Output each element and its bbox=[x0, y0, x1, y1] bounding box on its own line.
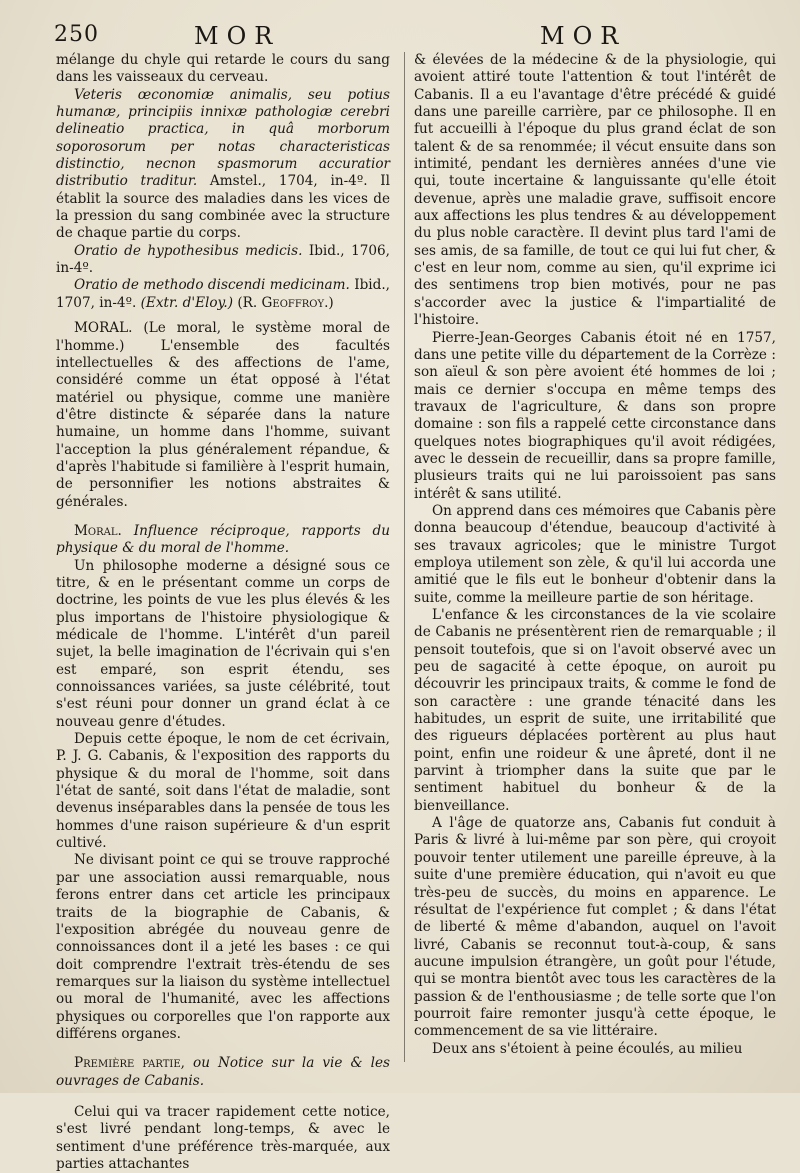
paragraph: On apprend dans ces mémoires que Cabanis père donna beaucoup d'étendue, beaucoup d'activité à ses travaux agricoles; que le ministre Turgot employa utilement son zèle, & qu'il lui accorda une amitié que le fils eut le bonheur d'obtenir dans la suite, comme la meilleure partie de son héritage. bbox=[414, 502, 776, 606]
citation bbox=[56, 243, 390, 278]
citation-rest: Ibid., 1706, in-4º. bbox=[56, 242, 390, 277]
citation-rest: Ibid., 1707, in-4º. bbox=[56, 277, 390, 311]
subentry-headword: Moral. bbox=[74, 522, 122, 539]
paragraph: & élevées de la médecine & de la physiologie, qui avoient attiré toute l'attention & tout l'intérêt de Cabanis. Il a eu l'avantage d'être précédé & guidé dans une pareille carrière, par ce philosophe. Il en fut accueilli à l'époque du plus grand éclat de son talent & de sa renommée; il vécut ensuite dans son intimité, pendant les dernières années d'une vie qui, toute incertaine & languissante qu'elle étoit devenue, après une maladie grave, suffisoit encore aux affections les plus tendres & au développement du plus noble caractère. Il devint plus tard l'ami de ses amis, de sa famille, de tout ce qui lui fut cher, & c'est en leur nom, comme au sien, qu'il exprime ici des sentimens trop bien motivés, pour ne pas s'accorder avec la justice & l'impartialité de l'histoire. bbox=[414, 52, 776, 329]
citation bbox=[56, 277, 390, 312]
part-heading bbox=[56, 1055, 390, 1090]
entry-text: (Le moral, le système moral de l'homme.) L'ensemble des facultés intellectuelles & des affections de l'ame, considéré comme un état opposé à l'état matériel ou physique, comme une manière d'être distincte & séparée dans la nature humaine, un homme dans l'homme, suivant l'acception la plus généralement répandue, & d'après l'habitude si familière à l'esprit humain, de personnifier les notions abstraites & générales. bbox=[56, 320, 390, 510]
paragraph: Ne divisant point ce qui se trouve rapproché par une association aussi remarquable, nous ferons entrer dans cet article les principaux traits de la biographie de Cabanis, & l'exposition abrégée du nouveau genre de connoissances dont il a jeté les bases : ce qui doit comprendre l'extrait très-étendu de ses remarques sur la liaison du système intellectuel ou moral de l'humanité, avec les affections physiques ou corporelles que l'on rapporte aux différens organes. bbox=[56, 852, 390, 1042]
paragraph: Depuis cette époque, le nom de cet écrivain, P. J. G. Cabanis, & l'exposition des rapports du physique & du moral de l'homme, soit dans l'état de santé, soit dans l'état de maladie, sont devenus inséparables dans la pensée de tous les hommes d'une raison supérieure & d'un esprit cultivé. bbox=[56, 731, 390, 852]
column-divider bbox=[404, 52, 405, 1062]
page-number: 250 bbox=[54, 22, 99, 47]
paragraph: Pierre-Jean-Georges Cabanis étoit né en 1757, dans une petite ville du département de la Corrèze : son aïeul & son père avoient été hommes de loi ; mais ce dernier s'occupa en même temps des travaux de l'agriculture, & dans son propre domaine : son fils a rappelé cette circonstance dans quelques notes biographiques qu'il avoit rédigées, avec le dessein de recueillir, dans sa propre famille, plusieurs traits qui ne lui paroissoient pas sans intérêt & sans utilité. bbox=[414, 329, 776, 502]
right-column bbox=[414, 52, 776, 1058]
paragraph: Deux ans s'étoient à peine écoulés, au milieu bbox=[432, 1040, 743, 1057]
paragraph: mélange du chyle qui retarde le cours du sang dans les vaisseaux du cerveau. bbox=[56, 52, 390, 86]
citation-title: Oratio de methodo discendi medicinam. bbox=[74, 277, 350, 294]
subentry-heading bbox=[56, 523, 390, 558]
paragraph: L'enfance & les circonstances de la vie scolaire de Cabanis ne présentèrent rien de remarquable ; il pensoit toutefois, que si on l'avoit observé avec un peu de sagacité à cette époque, on auroit pu découvrir les principaux traits, & comme le fond de son caractère : une grande ténacité dans les habitudes, un esprit de suite, une irritabilité que des rigueurs déplacées portèrent au plus haut point, enfin une roideur & une âpreté, dont il ne parvint à triompher dans la suite que par le sentiment habituel du bonheur & de la bienveillance. bbox=[414, 607, 776, 814]
running-head-right: MOR bbox=[540, 22, 627, 50]
paragraph: A l'âge de quatorze ans, Cabanis fut conduit à Paris & livré à lui-même par son père, qui croyoit pouvoir tenter utilement une pareille épreuve, à la suite d'une première éducation, qui n'avoit eu que très-peu de succès, du moins en apparence. Le résultat de l'expérience fut complet ; & dans l'état de liberté & même d'abandon, auquel on l'avoit livré, Cabanis se reconnut tout-à-coup, & sans aucune impulsion étrangère, un goût pour l'étude, qui se montra bientôt avec tous les caractères de la passion & de l'enthousiasme ; de telle sorte que l'on pourroit faire remonter jusqu'à cette époque, le commencement de sa vie littéraire. bbox=[414, 815, 776, 1040]
entry-moral bbox=[56, 320, 390, 511]
part-label: Première partie, bbox=[74, 1055, 185, 1072]
citation-title: Oratio de hypothesibus medicis. bbox=[74, 242, 303, 259]
citation-source: (Extr. d'Eloy.) bbox=[140, 294, 234, 311]
paragraph: Un philosophe moderne a désigné sous ce titre, & en le présentant comme un corps de doctrine, les points de vue les plus élevés & les plus importans de l'histoire physiologique & médicale de l'homme. L'intérêt d'un pareil sujet, la belle imagination de l'écrivain qui s'en est emparé, son esprit étendu, ses connoissances variées, sa juste célébrité, tout s'est réuni pour donner un grand éclat à ce nouveau genre d'études. bbox=[56, 557, 390, 730]
citation-author: (R. Geoffroy.) bbox=[237, 294, 334, 311]
running-head-left: MOR bbox=[194, 22, 281, 50]
part-title: ou Notice sur la vie & les ouvrages de Cabanis. bbox=[56, 1055, 390, 1089]
paragraph: Celui qui va tracer rapidement cette notice, s'est livré pendant long-temps, & avec le sentiment d'une préférence très-marquée, aux parties attachantes bbox=[56, 1103, 390, 1172]
entry-headword: MORAL. bbox=[74, 320, 133, 337]
left-column bbox=[56, 52, 390, 1173]
latin-title-rest: Amstel., 1704, in-4º. Il établit la source des maladies dans les vices de la pression du sang combinée avec la structure de chaque partie du corps. bbox=[56, 173, 390, 242]
latin-title-paragraph bbox=[56, 87, 390, 243]
latin-title: Veteris œconomiæ animalis, seu potius humanæ, principiis innixæ pathologiæ cerebri delineatio practica, in quâ morborum soporosorum per notas characteristicas distinctio, necnon spasmorum accuratior distributio traditur. bbox=[56, 86, 390, 190]
subentry-title: Influence réciproque, rapports du physique & du moral de l'homme. bbox=[56, 522, 390, 557]
running-header bbox=[54, 14, 770, 50]
